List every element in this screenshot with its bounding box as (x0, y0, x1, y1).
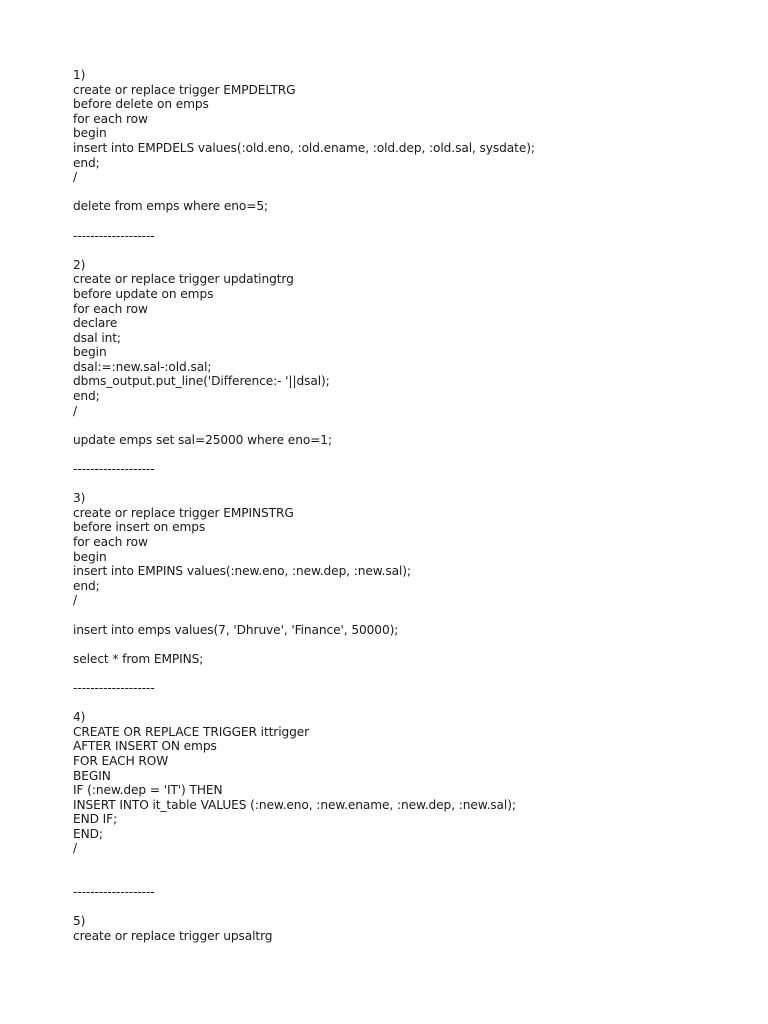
text-line: dsal int; (73, 330, 121, 345)
text-line: END IF; (73, 812, 118, 827)
text-line: INSERT INTO it_table VALUES (:new.eno, :new.ename, :new.dep, :new.sal); (73, 797, 516, 812)
text-line: end; (73, 389, 100, 404)
text-line: BEGIN (73, 768, 111, 783)
text-line: dbms_output.put_line('Difference:- '||dsal); (73, 374, 330, 389)
text-line: end; (73, 155, 100, 170)
text-line: for each row (73, 111, 148, 126)
text-line: 2) (73, 257, 86, 272)
blank-line (73, 608, 733, 623)
text-line: dsal:=:new.sal-:old.sal; (73, 359, 212, 374)
text-line: before update on emps (73, 286, 214, 301)
blank-line (73, 214, 733, 229)
text-line: insert into EMPDELS values(:old.eno, :old.ename, :old.dep, :old.sal, sysdate); (73, 140, 535, 155)
blank-line (73, 243, 733, 258)
text-line: / (73, 170, 78, 185)
text-line: create or replace trigger EMPINSTRG (73, 505, 294, 520)
blank-line (73, 447, 733, 462)
text-line: / (73, 593, 78, 608)
text-line: CREATE OR REPLACE TRIGGER ittrigger (73, 724, 310, 739)
blank-line (73, 666, 733, 681)
text-line: insert into emps values(7, 'Dhruve', 'Finance', 50000); (73, 622, 399, 637)
section-divider: ------------------- (73, 885, 155, 900)
text-line: END; (73, 826, 103, 841)
blank-line (73, 871, 733, 886)
blank-line (73, 900, 733, 915)
text-line: declare (73, 316, 118, 331)
text-line: before delete on emps (73, 97, 209, 112)
text-line: begin (73, 345, 107, 360)
text-line: 3) (73, 491, 86, 506)
blank-line (73, 185, 733, 200)
blank-line (73, 637, 733, 652)
blank-line (73, 477, 733, 492)
text-line: select * from EMPINS; (73, 651, 204, 666)
text-line: begin (73, 549, 107, 564)
text-line: FOR EACH ROW (73, 753, 169, 768)
section-divider: ------------------- (73, 680, 155, 695)
blank-line (73, 856, 733, 871)
section-divider: ------------------- (73, 462, 155, 477)
text-line: begin (73, 126, 107, 141)
section-divider: ------------------- (73, 228, 155, 243)
text-line: / (73, 403, 78, 418)
text-line: create or replace trigger updatingtrg (73, 272, 294, 287)
text-line: end; (73, 578, 100, 593)
blank-line (73, 418, 733, 433)
text-line: 1) (73, 68, 86, 82)
text-line: for each row (73, 301, 148, 316)
text-line: before insert on emps (73, 520, 206, 535)
document-body (73, 68, 733, 944)
text-line: delete from emps where eno=5; (73, 199, 268, 214)
text-line: create or replace trigger EMPDELTRG (73, 82, 296, 97)
text-line: IF (:new.dep = 'IT') THEN (73, 783, 223, 798)
blank-line (73, 696, 733, 711)
text-line: for each row (73, 535, 148, 549)
text-line: update emps set sal=25000 where eno=1; (73, 432, 332, 447)
text-line: 4) (73, 710, 86, 725)
text-line: create or replace trigger upsaltrg (73, 929, 273, 944)
text-line: / (73, 841, 78, 856)
text-line: 5) (73, 914, 86, 929)
text-line: AFTER INSERT ON emps (73, 739, 217, 754)
text-line: insert into EMPINS values(:new.eno, :new.dep, :new.sal); (73, 564, 411, 579)
